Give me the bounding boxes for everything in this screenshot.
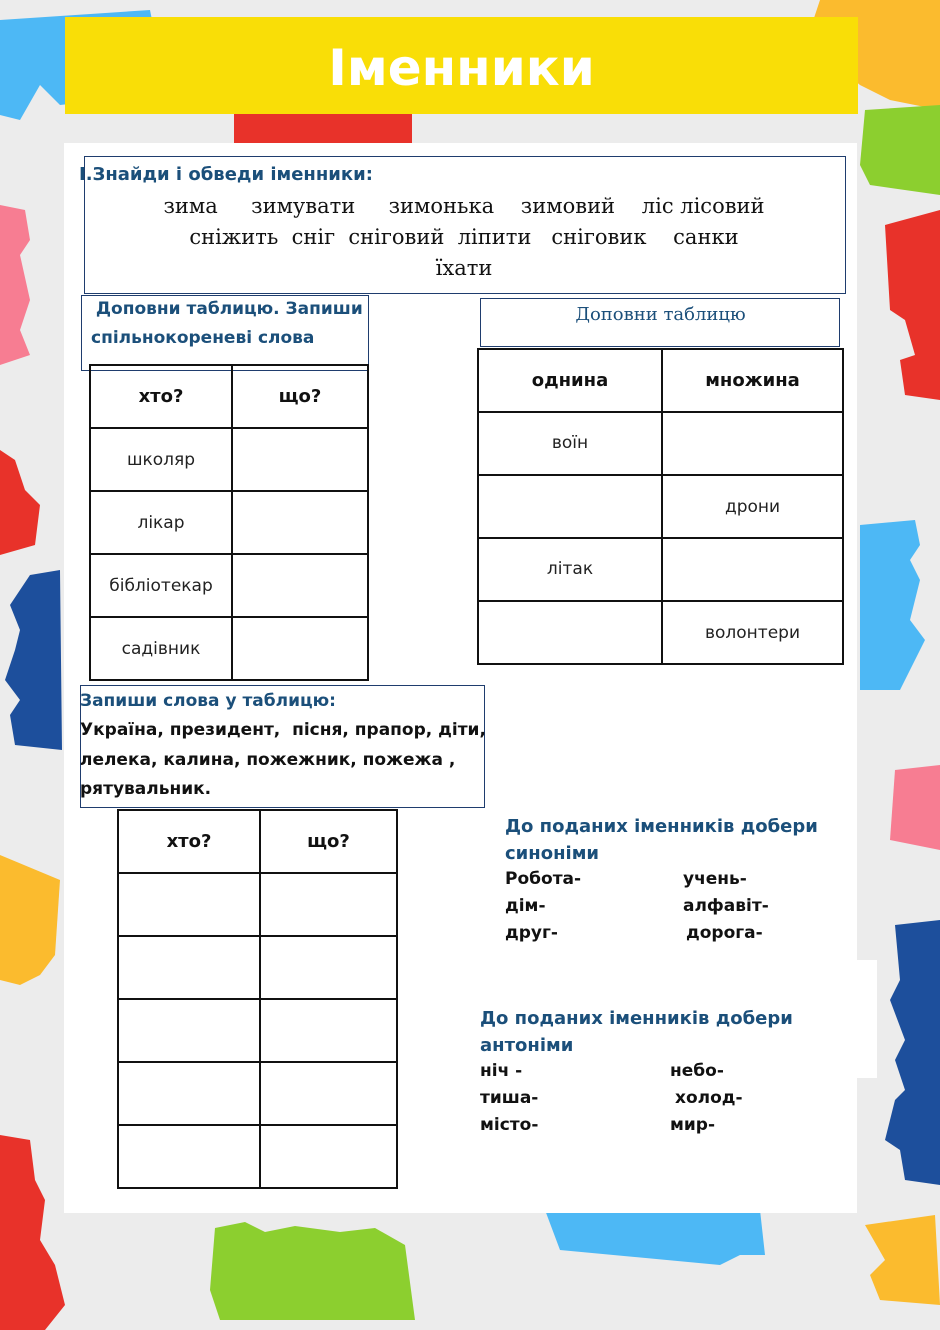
brick-red-left (0, 450, 40, 555)
task5-right-word: алфавіт- (683, 896, 769, 916)
task2-heading-line2: спільнокореневі слова (91, 328, 315, 348)
task1-line2: сніжить сніг сніговий ліпити сніговик санки (189, 225, 739, 249)
task4-answer-cell[interactable] (260, 999, 397, 1062)
task1-heading: I.Знайди і обведи іменники: (79, 164, 373, 185)
task2-cell: лікар (90, 491, 232, 554)
task3-answer-cell[interactable] (662, 538, 843, 601)
brick-pink-left (0, 205, 30, 365)
task4-answer-cell[interactable] (260, 1125, 397, 1188)
task4-line3: рятувальник. (80, 779, 212, 799)
task5-left-word: Робота- (505, 869, 582, 889)
brick-red-bottomleft (0, 1135, 65, 1330)
task1-line3: їхати (435, 256, 493, 280)
task6-left-word: тиша- (480, 1088, 539, 1108)
task3-table (477, 348, 844, 665)
task4-line1: Україна, президент, пісня, прапор, діти, (80, 720, 486, 740)
task6-right-word: мир- (670, 1115, 716, 1135)
task2-cell: школяр (90, 428, 232, 491)
task4-line2: лелека, калина, пожежник, пожежа , (80, 750, 456, 770)
task2-header-what: що? (232, 365, 368, 428)
task3-cell: воїн (478, 412, 662, 475)
task3-answer-cell[interactable] (478, 475, 662, 538)
task4-answer-cell[interactable] (118, 1125, 260, 1188)
task2-answer-cell[interactable] (232, 428, 368, 491)
brick-yellow-left (0, 855, 60, 985)
task2-header-who: хто? (90, 365, 232, 428)
task4-answer-cell[interactable] (260, 873, 397, 936)
task4-header-what: що? (260, 810, 397, 873)
task2-table (89, 364, 369, 681)
task3-cell: літак (478, 538, 662, 601)
task2-cell: садівник (90, 617, 232, 680)
task4-answer-cell[interactable] (118, 936, 260, 999)
brick-pink-right (890, 765, 940, 850)
brick-navy-left (5, 570, 62, 750)
brick-red-right (885, 210, 940, 400)
task4-answer-cell[interactable] (118, 873, 260, 936)
task4-answer-cell[interactable] (118, 1062, 260, 1125)
task2-answer-cell[interactable] (232, 491, 368, 554)
task6-heading-line1: До поданих іменників добери (480, 1008, 793, 1029)
task6-right-word: небо- (670, 1061, 724, 1081)
brick-blue-bottom (545, 1210, 765, 1265)
task1-line1: зима зимувати зимонька зимовий ліс лісовий (163, 194, 765, 218)
task3-header-singular: однина (478, 349, 662, 412)
brick-green-bottom (210, 1222, 415, 1320)
task3-answer-cell[interactable] (478, 601, 662, 664)
task4-header-who: хто? (118, 810, 260, 873)
task4-answer-cell[interactable] (118, 999, 260, 1062)
task5-right-word: учень- (683, 869, 747, 889)
task4-heading: Запиши слова у таблицю: (80, 691, 336, 711)
task3-heading: Доповни таблицю (575, 304, 746, 325)
task6-left-word: ніч - (480, 1061, 523, 1081)
page-title: Іменники (328, 39, 595, 97)
task3-cell: волонтери (662, 601, 843, 664)
task2-heading-line1: Доповни таблицю. Запиши (90, 299, 363, 319)
task3-answer-cell[interactable] (662, 412, 843, 475)
task6-left-word: місто- (480, 1115, 539, 1135)
task5-left-word: друг- (505, 923, 558, 943)
brick-yellow-bottomright (865, 1215, 940, 1305)
task6-right-word: холод- (675, 1088, 743, 1108)
task2-answer-cell[interactable] (232, 554, 368, 617)
brick-navy-right (885, 920, 940, 1185)
task5-heading-line1: До поданих іменників добери (505, 816, 818, 837)
task4-answer-cell[interactable] (260, 1062, 397, 1125)
title-bar (65, 17, 858, 114)
worksheet-edge (850, 960, 877, 1078)
task2-cell: бібліотекар (90, 554, 232, 617)
task2-answer-cell[interactable] (232, 617, 368, 680)
red-accent-strip (234, 114, 412, 144)
task4-table (117, 809, 398, 1189)
task5-left-word: дім- (505, 896, 546, 916)
task6-heading-line2: антоніми (480, 1035, 574, 1056)
task5-right-word: дорога- (686, 923, 763, 943)
task3-cell: дрони (662, 475, 843, 538)
task3-header-plural: множина (662, 349, 843, 412)
brick-blue-right (860, 520, 925, 690)
brick-green-right (860, 105, 940, 195)
task4-answer-cell[interactable] (260, 936, 397, 999)
task5-heading-line2: синоніми (505, 843, 600, 864)
